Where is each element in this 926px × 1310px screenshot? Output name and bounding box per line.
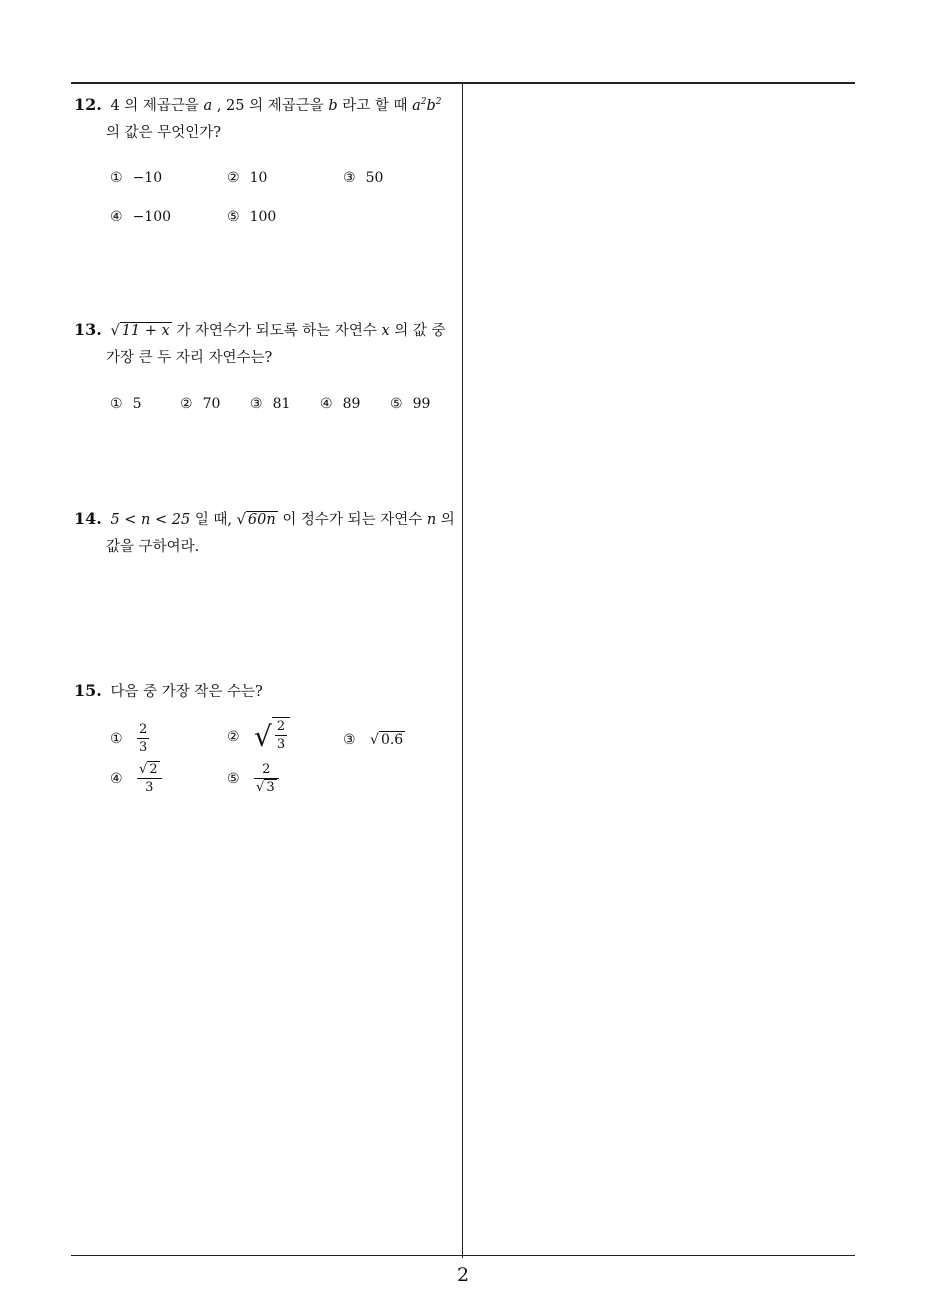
choice-mark: ④: [110, 770, 123, 787]
stem-text: 이 정수가 되는 자연수: [282, 512, 423, 528]
math-expr: $a^2b^2$: [412, 97, 442, 114]
q15-choice-4[interactable]: [110, 761, 162, 796]
radicand: 0.6̇: [380, 732, 404, 748]
question-13: [74, 316, 458, 372]
q15-choice-3[interactable]: [343, 731, 405, 748]
choice-value: 10: [249, 170, 268, 186]
q15-choice-2[interactable]: [227, 717, 290, 757]
choice-mark: ④: [320, 396, 333, 412]
q13-choice-2[interactable]: [180, 396, 220, 412]
stem-text: 라고 할 때: [342, 98, 408, 114]
numerator: 2: [276, 719, 286, 734]
question-number: 15.: [74, 681, 102, 700]
q12-choice-5[interactable]: [227, 209, 276, 225]
stem-text: 다음 중 가장 작은 수는?: [110, 684, 263, 700]
choice-mark: ①: [110, 170, 123, 186]
stem-text: , 25 의 제곱근을: [216, 98, 324, 114]
question-14-stem-line2: 값을 구하여라.: [106, 539, 200, 555]
radicand: 11 + x: [121, 323, 170, 339]
choice-mark: ③: [343, 170, 356, 186]
question-13-stem-line2: 가장 큰 두 자리 자연수는?: [106, 350, 273, 366]
q12-choice-3[interactable]: [343, 170, 383, 186]
q13-choice-4[interactable]: [320, 396, 360, 412]
stem-text: 의 값 중: [394, 323, 446, 339]
q15-choice-5[interactable]: [227, 761, 279, 796]
question-12-stem: [74, 89, 458, 120]
choice-value: −10: [132, 170, 163, 186]
choice-value: 100: [249, 209, 277, 225]
question-13-stem: [74, 316, 458, 345]
choice-mark: ⑤: [227, 209, 240, 225]
choice-mark: ②: [227, 729, 240, 745]
choice-value: 70: [202, 396, 221, 412]
fraction: [275, 718, 287, 753]
denominator: √ 3: [256, 780, 275, 795]
question-15: [74, 677, 458, 706]
math-var: n: [426, 512, 437, 528]
fraction: [254, 761, 279, 796]
question-number: 14.: [74, 509, 102, 528]
choice-mark: ④: [110, 209, 123, 225]
question-14-stem: [74, 505, 458, 534]
radicand: 2: [149, 762, 158, 777]
math-var: x: [381, 323, 390, 339]
choice-mark: ②: [227, 170, 240, 186]
fraction: [137, 761, 162, 796]
q12-choice-2[interactable]: [227, 170, 267, 186]
page-number: 2: [456, 1264, 470, 1286]
bottom-rule: [71, 1255, 855, 1256]
choice-mark: ①: [110, 730, 123, 747]
denominator: 3: [139, 740, 148, 755]
choice-mark: ②: [180, 396, 193, 412]
square-root: √ 0.6̇: [370, 732, 404, 748]
stem-text: 4 의 제곱근을: [110, 98, 199, 114]
question-12-stem-line2: 의 값은 무엇인가?: [106, 125, 222, 141]
math-var: b: [328, 98, 338, 114]
choice-value: 50: [365, 170, 384, 186]
choice-value: 99: [412, 396, 431, 412]
numerator: √ 2: [137, 761, 162, 779]
column-divider: [462, 83, 463, 1258]
question-12: [74, 89, 458, 147]
question-number: 13.: [74, 320, 102, 339]
choice-value: 89: [342, 396, 361, 412]
choice-value: 5: [132, 396, 142, 412]
q13-choice-5[interactable]: [390, 396, 430, 412]
numerator: 2: [139, 722, 148, 737]
math-var: a: [203, 98, 213, 114]
fraction: [137, 721, 149, 756]
question-15-stem: [74, 677, 458, 706]
square-root: √ $\frac{2}{3}$: [254, 717, 290, 757]
stem-text: 의: [440, 512, 455, 528]
choice-mark: ③: [250, 396, 263, 412]
question-number: 12.: [74, 95, 102, 114]
choice-value: 81: [272, 396, 291, 412]
radicand: 60n: [247, 512, 276, 528]
q12-choice-4[interactable]: [110, 209, 171, 225]
choice-mark: ③: [343, 732, 356, 748]
q12-choice-1[interactable]: [110, 170, 162, 186]
q15-choice-1[interactable]: [110, 721, 149, 756]
choice-mark: ①: [110, 396, 123, 412]
math-expr: 5 < n < 25: [110, 512, 191, 528]
choice-mark: ⑤: [390, 396, 403, 412]
numerator: 2: [254, 761, 279, 779]
square-root: √ 60n: [236, 512, 276, 528]
choice-mark: ⑤: [227, 770, 240, 787]
question-14: [74, 505, 458, 561]
q13-choice-1[interactable]: [110, 396, 141, 412]
stem-text: 가 자연수가 되도록 하는 자연수: [176, 323, 377, 339]
q13-choice-3[interactable]: [250, 396, 290, 412]
square-root: √ 11 + x: [110, 323, 170, 339]
choice-value: −100: [132, 209, 172, 225]
denominator: 3: [276, 737, 286, 752]
top-rule: [71, 82, 855, 84]
radicand: 3: [266, 780, 275, 795]
stem-text: 일 때,: [194, 512, 233, 528]
denominator: 3: [145, 780, 154, 795]
